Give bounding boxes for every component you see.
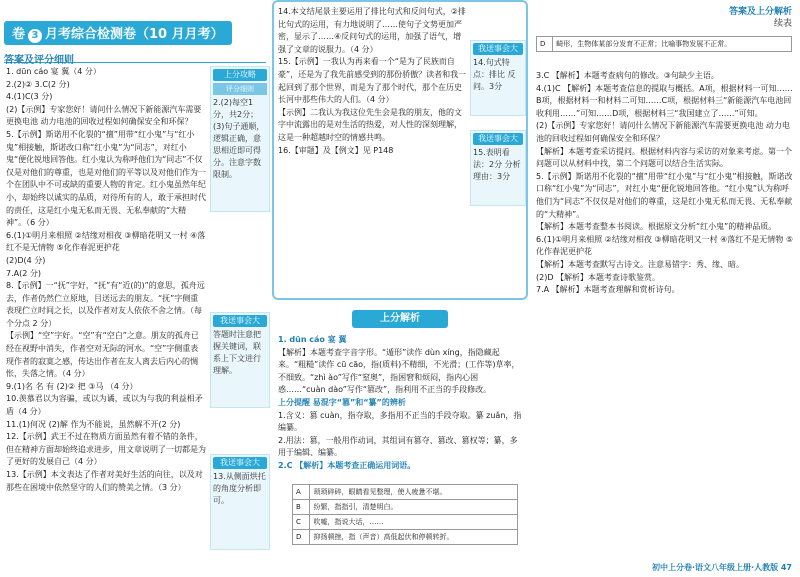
question-2: 2.C 【解析】本题考查正确运用词语。 <box>278 460 416 470</box>
column-left <box>0 0 270 577</box>
answer-list <box>6 66 206 494</box>
answer-line: 4.(1)C 【解析】本题考查信息的提取与概括。A项，根据材料一可知……B项，根据材料一和材料二可知……C项，根据材料三“新能源汽车电池回收利用……”可知……D项，根据材料三“我国建立了……”可知。 <box>536 83 793 118</box>
header-subtitle: 续表 <box>773 19 792 29</box>
table-row <box>293 530 518 545</box>
side-note-text: 2.(2)每空1分，共2分；(3)句子通顺，逻辑正确，意思相近即可得分。注意字数限制。 <box>213 98 265 179</box>
answer-line: 2.(2)② 3.C(2 分) <box>6 79 70 89</box>
table-cell: C <box>293 515 310 530</box>
header-title: 答案及上分解析 <box>728 7 792 17</box>
answer-line: 12.【示例】武王不过在物质方面虽然有着不错的条件，但在精神方面却始终追求进步，用文章说明了一切都是为了更好的发展自己（4 分） <box>6 432 206 467</box>
page-header <box>729 6 792 30</box>
side-note-subheading: 评分细则 <box>213 83 267 95</box>
answer-box-text <box>278 6 468 157</box>
table-cell: 琐琐碎碎，眼睛看见整理，使人疲惫不堪。 <box>310 485 518 500</box>
column-middle <box>272 0 528 577</box>
answer-line: 1. dūn cáo 宴 翼（4 分） <box>6 67 101 76</box>
side-note-text: 答题时注意把握关键词，联系上下文进行理解。 <box>213 330 261 375</box>
table-cell: 纷繁，指指引，清楚明白。 <box>310 500 518 515</box>
table-row <box>537 37 792 52</box>
table-cell: D <box>293 530 310 545</box>
answer-line: 11.(1)何况 (2)解 作为不能说，虽然解不开(2 分) <box>6 419 181 429</box>
side-note <box>470 130 526 206</box>
answer-line: 【解析】本题考查整本书阅读。根据原文分析“红小鬼”的精神品质。 <box>536 222 777 232</box>
table-row <box>293 500 518 515</box>
table-row <box>293 485 518 500</box>
answer-line: 【示例】“空”字好。“空”有“空白”之意。朋友的孤舟已经在视野中消失，作者空对无际的河水。“空”字侧重表现作者的寂寞之感，传达出作者在友人离去后内心的惆怅，失落之情。（4 分） <box>6 331 199 379</box>
title-number: 3 <box>28 29 42 43</box>
answer-line: 4.(1)C(3 分) <box>6 92 53 102</box>
answer-line: 5.【示例】斯诺用不化裂的“擅”用带“红小鬼”与“红小鬼”相接触，斯诺改口称“红小鬼”为“同志”，对红小鬼“便化锐地回答他。“红小鬼”认为称呼他们为“同志”不仅仅是对他们的尊重，这是红小鬼无私而无畏、无私奉献的“大精神”。 <box>536 171 793 219</box>
answer-line: 13.【示例】本文表达了作者对美好生活的向往，以及对那些在困境中依然坚守的人们的赞美之情。（3 分） <box>6 470 203 492</box>
side-note-heading: 我送事会大 <box>213 457 267 469</box>
answer-line: 【解析】本题考查采访提问。根据材料内容与采访的对象来考虑。第一个问题可以从材料中找，第二个问题可以结合生活实际。 <box>536 146 792 169</box>
question-1: 1. dūn cáo 宴 翼 <box>278 335 347 344</box>
side-note-heading: 我送事会大 <box>213 315 267 327</box>
answer-line: 14.本文结尾景主要运用了排比句式和反问句式，②排比句式的运用，有力地说明了……使句子文势更加严密，显示了……④反问句式的运用，加强了语气，增强了文章的说服力。（4 分） <box>278 7 466 54</box>
answer-line: (2)D(4 分) <box>6 255 46 265</box>
table-cell: A <box>293 485 310 500</box>
side-note-text: 15.表明看法：2分 分析理由：3分 <box>473 148 521 181</box>
exam-title-bar <box>4 22 266 44</box>
tip-title: 上分提醒 易混字“篡”和“纂”的辨析 <box>278 397 406 407</box>
answer-line: 5.【示例】斯诺用不化裂的“擅”用带“红小鬼”与“红小鬼”相接触，斯诺改口称“红小鬼”为“同志”，对红小鬼“便化锐地回答他。红小鬼认为称呼他们为“同志”不仅仅是对他们的尊重，也是对他们的平等以及对他们作为一个在团队中不可或缺的重要人物的肯定。红小鬼虽然年纪小，却始终以诚实的品质，对待所有的人，敢于承担时代的责任，这是红小鬼无私而无畏、无私奉献的“大精神”。（6 分） <box>6 129 206 228</box>
side-note-text: 14.句式特点：排比 反问。3分 <box>473 58 516 91</box>
page-footer: 初中上分卷·语文八年级上册·人教版 47 <box>652 563 792 572</box>
section-bar <box>4 48 266 66</box>
answer-line: (2)【示例】专家您好！请问什么情况下新能源汽车需要更换电池 动力电池的回收过程如何确保安全和环保？ <box>6 104 202 127</box>
side-note-text: 13.从侧面烘托的角度分析即可。 <box>213 472 266 505</box>
answer-line: 7.A 【解析】本题考查理解和赏析诗句。 <box>536 285 680 295</box>
table-cell: 抑扬顿挫，指（声音）高低起伏和停顿转折。 <box>310 530 518 545</box>
answer-line: 15.【示例】一我认为再来看一个“是为了民族而自豪”，还是为了我先前感受到的那份骄傲？读者和我一起回到了那个世界，而是为了那个时代，那个在历史长河中那些伟大的人们。（4 分） <box>278 57 467 105</box>
answer-line: 6.(1)①明月来相照 ②结缘对相夜 ③柳暗花明又一村 ④落红不是无情物 ⑤化作春泥更护花 <box>536 234 793 257</box>
side-note <box>210 312 270 408</box>
table-row <box>293 515 518 530</box>
table-cell: B <box>293 500 310 515</box>
answer-line: 3.C 【解析】本题考查病句的修改。③句缺少主语。 <box>536 71 719 80</box>
table-cell: 畸形，生物体某部分发育不正常；比喻事物发展不正常。 <box>553 37 792 52</box>
section-title: 答案及评分细则 <box>4 55 74 66</box>
answer-line: (2)【示例】专家您好！请问什么情况下新能源汽车需要更换电池 动力电池的回收过程如何确保安全和环保？ <box>536 121 790 143</box>
side-note <box>470 40 526 116</box>
tip-line: 2.用法：篡，一般用作动词，其组词有篡夺、篡改、篡权等；纂，多用于编辑、编纂。 <box>278 435 518 458</box>
answer-line: 6.(1)①明月来相照 ②结缘对相夜 ③柳暗花明又一村 ④落红不是无情物 ⑤化作春泥更护花 <box>6 230 206 253</box>
answer-line: 10.羡慕君以为容骗，或以为谲，或以为与我的利益相矛盾（4 分） <box>6 394 203 417</box>
answer-line: 9.(1)名 名 有 (2)② 把 ③马 （4 分） <box>6 381 138 391</box>
continued-table <box>536 36 792 52</box>
side-note-heading: 我送事会大 <box>473 133 523 145</box>
side-note-heading: 上分攻略 <box>213 69 267 81</box>
answer-line: 16.【审题】及【例文】见 P148 <box>278 145 394 155</box>
side-note-heading: 我送事会大 <box>473 43 523 55</box>
column-right <box>530 0 800 577</box>
answer-line: 8.【示例】一“抚”字好，“抚”有“近(的)”的意思，孤舟远去，作者仍然伫立原地，目送远去的朋友。“抚”字侧重表现伫立时间之长，以及作者对友人依依不舍之情。（每个分点 2 分） <box>6 281 205 328</box>
answer-line: 7.A(2 分) <box>6 268 41 278</box>
table-cell: D <box>537 37 553 52</box>
exam-title <box>4 21 232 45</box>
table-cell: 吹嘘，指说大话，…… <box>310 515 518 530</box>
analysis-list <box>536 70 794 297</box>
answer-line: 【示例】二我认为我这位先生会是我的朋友，他的文字中流露出的是对生活的热爱，对人性的深刻理解，这是一种超越时空的情感共鸣。 <box>278 107 462 142</box>
question-1-analysis: 【解析】本题考查字音字形。“遁形”读作 dùn xíng，指隐藏起来。“粗糙”读作 cū cāo，指(质料)不精细，不光滑；(工作等)草率，不细致。“zhì ào”写作“窒奥”，指困窘和烦闷，指内心困惑……“cuàn dào”写作“篡改”，指利用不正当的手段修改。 <box>278 347 520 395</box>
answer-line: (2)D 【解析】本题考查诗歌鉴赏。 <box>536 272 661 282</box>
side-note <box>210 454 270 550</box>
analysis-section-title: 上分解析 <box>352 310 448 328</box>
side-note <box>210 66 270 212</box>
tip-line: 1.含义：篡 cuàn，指夺取，多指用不正当的手段夺取。纂 zuǎn，指编纂。 <box>278 410 522 433</box>
word-table <box>292 484 518 545</box>
title-prefix: 卷 <box>12 27 26 42</box>
title-text: 月考综合检测卷（10 月月考） <box>45 27 224 42</box>
answer-line: 【解析】本题考查默写古诗文。注意易错字：秀、缘、暗。 <box>536 259 744 269</box>
analysis-body <box>278 334 522 473</box>
